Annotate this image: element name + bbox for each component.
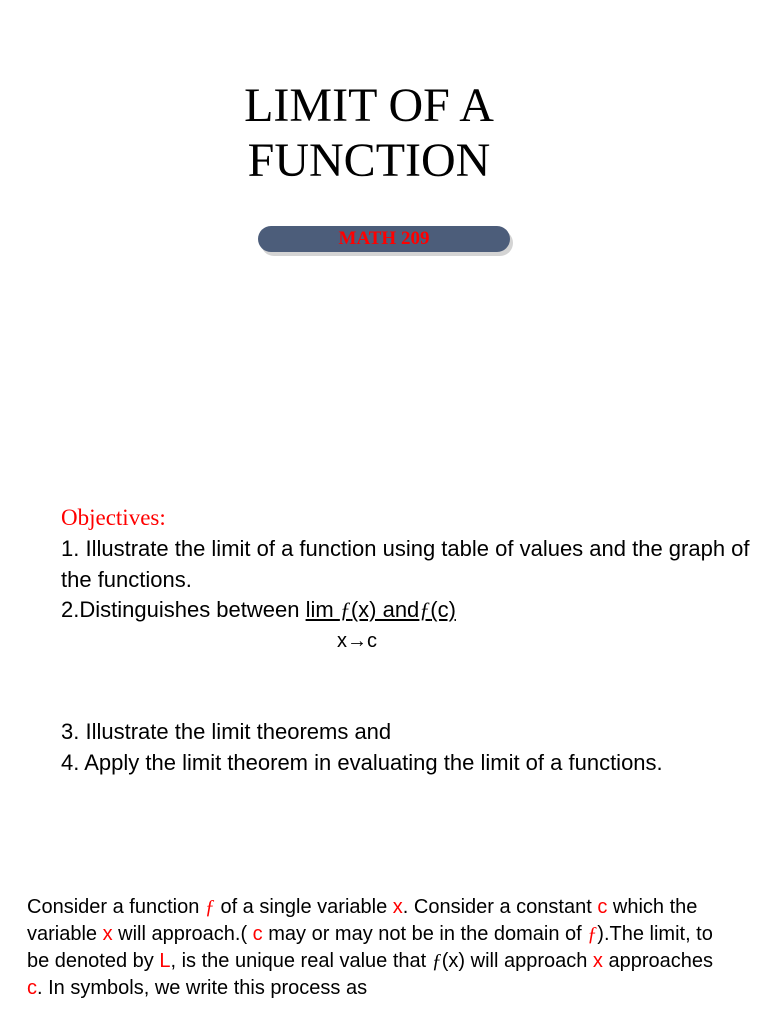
x-variable: x [102, 923, 113, 945]
f-symbol: ƒ [339, 597, 351, 622]
text: will approach.( [112, 923, 253, 945]
objective-4: 4. Apply the limit theorem in evaluating the limit of a functions. [61, 750, 663, 775]
c-constant: c [597, 896, 608, 918]
x-variable: x [392, 896, 403, 918]
page-title [0, 78, 738, 188]
x-variable: x [592, 950, 603, 972]
text: Consider a function [27, 896, 205, 918]
text: ).The limit, to be denoted by [27, 923, 713, 972]
objective-2-mid: (x) and [350, 597, 420, 622]
c-constant: c [252, 923, 263, 945]
text: . Consider a constant [402, 896, 598, 918]
objective-1: 1. Illustrate the limit of a function using table of values and the graph of the functions. [61, 536, 750, 592]
limit-subscript: x→c [337, 630, 377, 652]
text: may or may not be in the domain of [262, 923, 588, 945]
objective-2 [61, 595, 456, 626]
title-line-2: FUNCTION [247, 134, 491, 187]
lim-text: lim [305, 597, 340, 622]
c-constant: c [27, 977, 37, 999]
text: . In symbols, we write this process as [37, 977, 368, 999]
objectives-heading: Objectives: [61, 505, 166, 530]
text: (x) will approach [441, 950, 593, 972]
objective-2-end: (c) [430, 597, 456, 622]
f-symbol: ƒ [587, 923, 598, 945]
title-line-1: LIMIT OF A [244, 79, 494, 132]
f-symbol: ƒ [204, 896, 215, 918]
f-symbol: ƒ [419, 597, 431, 622]
course-badge: MATH 209 [258, 226, 510, 252]
text: approaches [602, 950, 713, 972]
objective-2-prefix: 2.Distinguishes between [61, 597, 306, 622]
objective-3: 3. Illustrate the limit theorems and [61, 719, 392, 744]
consider-paragraph [27, 894, 727, 1002]
text: of a single variable [214, 896, 393, 918]
objective-2-limit-expression [306, 597, 456, 622]
text: , is the unique real value that [170, 950, 432, 972]
text: which the variable [27, 896, 698, 945]
f-symbol: ƒ [431, 950, 442, 972]
limit-L: L [159, 950, 171, 972]
